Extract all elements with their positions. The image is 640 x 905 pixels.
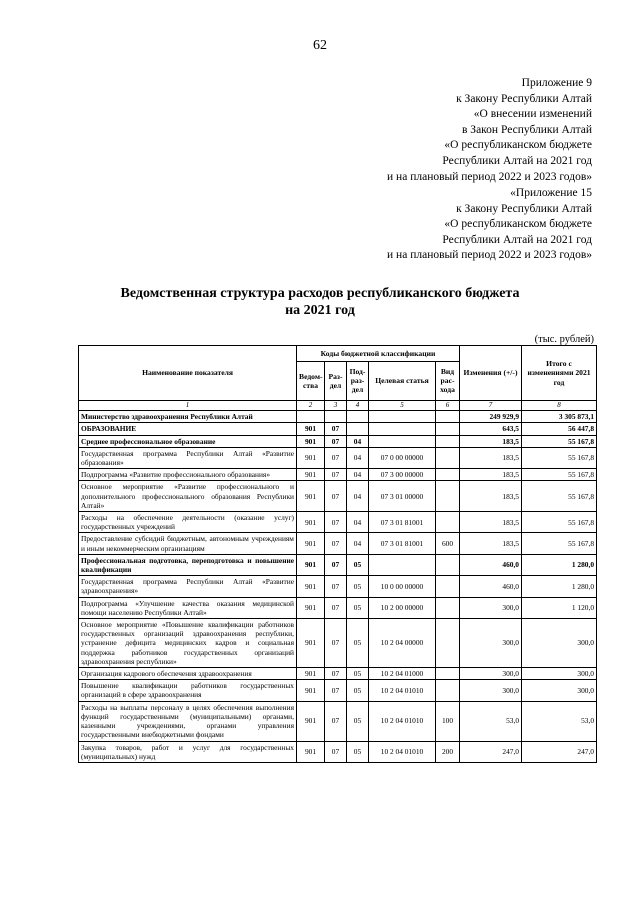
table-row: [79, 533, 597, 554]
cell-total: 300,0: [522, 619, 597, 668]
cell-total: 56 447,8: [522, 423, 597, 435]
cell-expense-type: [436, 554, 460, 575]
cell-section: 07: [325, 469, 347, 481]
document-title: [0, 285, 640, 319]
budget-table: [78, 345, 597, 763]
cell-expense-type: [436, 619, 460, 668]
cell-subsection: 04: [347, 469, 369, 481]
cell-subsection: 05: [347, 668, 369, 680]
cell-change: 183,5: [460, 512, 522, 533]
cell-name: Министерство здравоохранения Республики Алтай: [79, 411, 297, 423]
table-row: [79, 435, 597, 447]
cell-target: [369, 554, 436, 575]
cell-expense-type: [436, 597, 460, 618]
cell-target: 10 2 04 01010: [369, 741, 436, 762]
cell-ministry: [297, 411, 325, 423]
cell-change: 249 929,9: [460, 411, 522, 423]
cell-ministry: 901: [297, 435, 325, 447]
col-number: 1: [79, 401, 297, 411]
cell-name: Закупка товаров, работ и услуг для государственных (муниципальных) нужд: [79, 741, 297, 762]
cell-change: 460,0: [460, 576, 522, 597]
page-number: 62: [313, 38, 327, 53]
cell-target: 07 3 00 00000: [369, 469, 436, 481]
cell-name: Государственная программа Республики Алтай «Развитие здравоохранения»: [79, 576, 297, 597]
appendix-line: Республики Алтай на 2021 год: [442, 233, 592, 246]
header-target: Целевая статья: [369, 361, 436, 400]
cell-total: 300,0: [522, 680, 597, 701]
cell-total: 55 167,8: [522, 435, 597, 447]
appendix-inner-header: [387, 186, 592, 264]
cell-target: [369, 411, 436, 423]
cell-target: [369, 435, 436, 447]
appendix-line: и на плановый период 2022 и 2023 годов»: [387, 249, 592, 262]
cell-target: 10 2 00 00000: [369, 597, 436, 618]
cell-expense-type: [436, 576, 460, 597]
cell-total: 247,0: [522, 741, 597, 762]
cell-total: 55 167,8: [522, 469, 597, 481]
table-row: [79, 423, 597, 435]
cell-change: 300,0: [460, 680, 522, 701]
cell-change: 300,0: [460, 668, 522, 680]
table-row: [79, 576, 597, 597]
appendix-line: к Закону Республики Алтай: [456, 92, 592, 105]
appendix-line: Приложение 9: [521, 77, 592, 89]
cell-target: 10 2 04 01010: [369, 701, 436, 741]
cell-name: Подпрограмма «Улучшение качества оказания медицинской помощи населению Республики Алтай»: [79, 597, 297, 618]
cell-ministry: 901: [297, 701, 325, 741]
appendix-line: Республики Алтай на 2021 год: [442, 154, 592, 167]
cell-section: 07: [325, 447, 347, 468]
cell-total: 1 280,0: [522, 554, 597, 575]
cell-section: 07: [325, 481, 347, 512]
col-number: 6: [436, 401, 460, 411]
cell-ministry: 901: [297, 741, 325, 762]
table-row: [79, 512, 597, 533]
cell-section: 07: [325, 576, 347, 597]
cell-change: 183,5: [460, 447, 522, 468]
title-line-2: на 2021 год: [285, 303, 355, 318]
cell-subsection: 05: [347, 554, 369, 575]
cell-expense-type: [436, 411, 460, 423]
cell-subsection: 04: [347, 512, 369, 533]
unit-label: (тыс. рублей): [534, 334, 594, 345]
cell-subsection: 04: [347, 435, 369, 447]
cell-name: Повышение квалификации работников государственных организаций в сфере здравоохранения: [79, 680, 297, 701]
table-row: [79, 447, 597, 468]
header-column-numbers: [79, 401, 597, 411]
cell-section: 07: [325, 512, 347, 533]
appendix-line: «О республиканском бюджете: [444, 139, 592, 152]
cell-name: Предоставление субсидий бюджетным, автономным учреждениям и иным некоммерческим организациям: [79, 533, 297, 554]
cell-section: 07: [325, 701, 347, 741]
cell-total: 53,0: [522, 701, 597, 741]
cell-expense-type: 100: [436, 701, 460, 741]
cell-change: 643,5: [460, 423, 522, 435]
cell-name: Расходы на обеспечение деятельности (оказание услуг) государственных учреждений: [79, 512, 297, 533]
cell-expense-type: [436, 435, 460, 447]
table-row: [79, 680, 597, 701]
cell-name: Среднее профессиональное образование: [79, 435, 297, 447]
cell-section: 07: [325, 741, 347, 762]
cell-expense-type: [436, 668, 460, 680]
cell-section: 07: [325, 554, 347, 575]
cell-name: ОБРАЗОВАНИЕ: [79, 423, 297, 435]
cell-name: Организация кадрового обеспечения здравоохранения: [79, 668, 297, 680]
col-number: 3: [325, 401, 347, 411]
cell-expense-type: [436, 680, 460, 701]
col-number: 4: [347, 401, 369, 411]
cell-ministry: 901: [297, 447, 325, 468]
col-number: 8: [522, 401, 597, 411]
cell-name: Основное мероприятие «Повышение квалификации работников государственных организаций здравоохранения республики, устранение дефицита медицинских кадров и социальная поддержка работников государственных организаций здравоохранения республики»: [79, 619, 297, 668]
appendix-header: [387, 76, 592, 185]
cell-subsection: 04: [347, 533, 369, 554]
cell-change: 300,0: [460, 597, 522, 618]
cell-expense-type: 600: [436, 533, 460, 554]
cell-section: 07: [325, 668, 347, 680]
cell-target: 07 3 01 81001: [369, 533, 436, 554]
cell-name: Основное мероприятие «Развитие профессионального и дополнительного профессионального образования Республики Алтай»: [79, 481, 297, 512]
appendix-line: и на плановый период 2022 и 2023 годов»: [387, 170, 592, 183]
cell-subsection: [347, 411, 369, 423]
cell-subsection: 05: [347, 680, 369, 701]
header-subsection: Под-раз-дел: [347, 361, 369, 400]
cell-change: 183,5: [460, 469, 522, 481]
cell-target: 10 2 04 01000: [369, 668, 436, 680]
cell-total: 55 167,8: [522, 481, 597, 512]
cell-name: Подпрограмма «Развитие профессионального образования»: [79, 469, 297, 481]
cell-ministry: 901: [297, 668, 325, 680]
table-row: [79, 619, 597, 668]
cell-subsection: 05: [347, 576, 369, 597]
cell-ministry: 901: [297, 423, 325, 435]
cell-change: 247,0: [460, 741, 522, 762]
cell-ministry: 901: [297, 533, 325, 554]
cell-ministry: 901: [297, 597, 325, 618]
cell-total: 1 120,0: [522, 597, 597, 618]
table-row: [79, 469, 597, 481]
cell-subsection: 04: [347, 447, 369, 468]
appendix-line: «Приложение 15: [510, 187, 592, 199]
cell-section: 07: [325, 680, 347, 701]
cell-expense-type: [436, 469, 460, 481]
cell-change: 183,5: [460, 533, 522, 554]
table-row: [79, 701, 597, 741]
cell-target: 07 0 00 00000: [369, 447, 436, 468]
col-number: 5: [369, 401, 436, 411]
cell-ministry: 901: [297, 554, 325, 575]
cell-expense-type: [436, 512, 460, 533]
table-row: [79, 411, 597, 423]
appendix-line: «О республиканском бюджете: [444, 218, 592, 231]
cell-ministry: 901: [297, 512, 325, 533]
cell-name: Расходы на выплаты персоналу в целях обеспечения выполнения функций государственными (муниципальными) органами, казенными учреждениями, органами управления государственными внебюджетными фондами: [79, 701, 297, 741]
cell-expense-type: [436, 423, 460, 435]
header-total: Итого с изменениями 2021 год: [522, 346, 597, 401]
cell-target: 07 3 01 81001: [369, 512, 436, 533]
cell-name: Государственная программа Республики Алтай «Развитие образования»: [79, 447, 297, 468]
table-row: [79, 741, 597, 762]
cell-name: Профессиональная подготовка, переподготовка и повышение квалификации: [79, 554, 297, 575]
cell-ministry: 901: [297, 481, 325, 512]
cell-total: 3 305 873,1: [522, 411, 597, 423]
appendix-line: к Закону Республики Алтай: [456, 202, 592, 215]
cell-subsection: 05: [347, 741, 369, 762]
cell-expense-type: [436, 447, 460, 468]
header-change: Изменения (+/-): [460, 346, 522, 401]
cell-change: 53,0: [460, 701, 522, 741]
cell-section: 07: [325, 597, 347, 618]
cell-section: 07: [325, 435, 347, 447]
table-row: [79, 554, 597, 575]
cell-ministry: 901: [297, 680, 325, 701]
title-line-1: Ведомственная структура расходов республиканского бюджета: [120, 286, 520, 301]
cell-subsection: 05: [347, 597, 369, 618]
cell-ministry: 901: [297, 619, 325, 668]
cell-change: 183,5: [460, 481, 522, 512]
cell-total: 55 167,8: [522, 533, 597, 554]
cell-change: 460,0: [460, 554, 522, 575]
table-row: [79, 668, 597, 680]
cell-ministry: 901: [297, 469, 325, 481]
header-name: Наименование показателя: [79, 346, 297, 401]
cell-expense-type: [436, 481, 460, 512]
cell-target: 10 2 04 01010: [369, 680, 436, 701]
col-number: 7: [460, 401, 522, 411]
header-section: Раз-дел: [325, 361, 347, 400]
cell-total: 55 167,8: [522, 447, 597, 468]
cell-change: 300,0: [460, 619, 522, 668]
header-codes-group: Коды бюджетной классификации: [297, 346, 460, 362]
cell-ministry: 901: [297, 576, 325, 597]
table-row: [79, 597, 597, 618]
cell-target: 07 3 01 00000: [369, 481, 436, 512]
col-number: 2: [297, 401, 325, 411]
cell-expense-type: 200: [436, 741, 460, 762]
cell-target: 10 0 00 00000: [369, 576, 436, 597]
cell-subsection: [347, 423, 369, 435]
header-ministry: Ведом-ства: [297, 361, 325, 400]
cell-subsection: 05: [347, 701, 369, 741]
cell-total: 55 167,8: [522, 512, 597, 533]
cell-change: 183,5: [460, 435, 522, 447]
cell-total: 1 280,0: [522, 576, 597, 597]
cell-subsection: 05: [347, 619, 369, 668]
cell-section: 07: [325, 423, 347, 435]
cell-section: 07: [325, 533, 347, 554]
cell-target: 10 2 04 00000: [369, 619, 436, 668]
table-row: [79, 481, 597, 512]
header-expense-type: Вид рас-хода: [436, 361, 460, 400]
cell-section: [325, 411, 347, 423]
cell-total: 300,0: [522, 668, 597, 680]
appendix-line: в Закон Республики Алтай: [462, 123, 592, 136]
cell-subsection: 04: [347, 481, 369, 512]
cell-target: [369, 423, 436, 435]
cell-section: 07: [325, 619, 347, 668]
appendix-line: «О внесении изменений: [473, 108, 592, 121]
